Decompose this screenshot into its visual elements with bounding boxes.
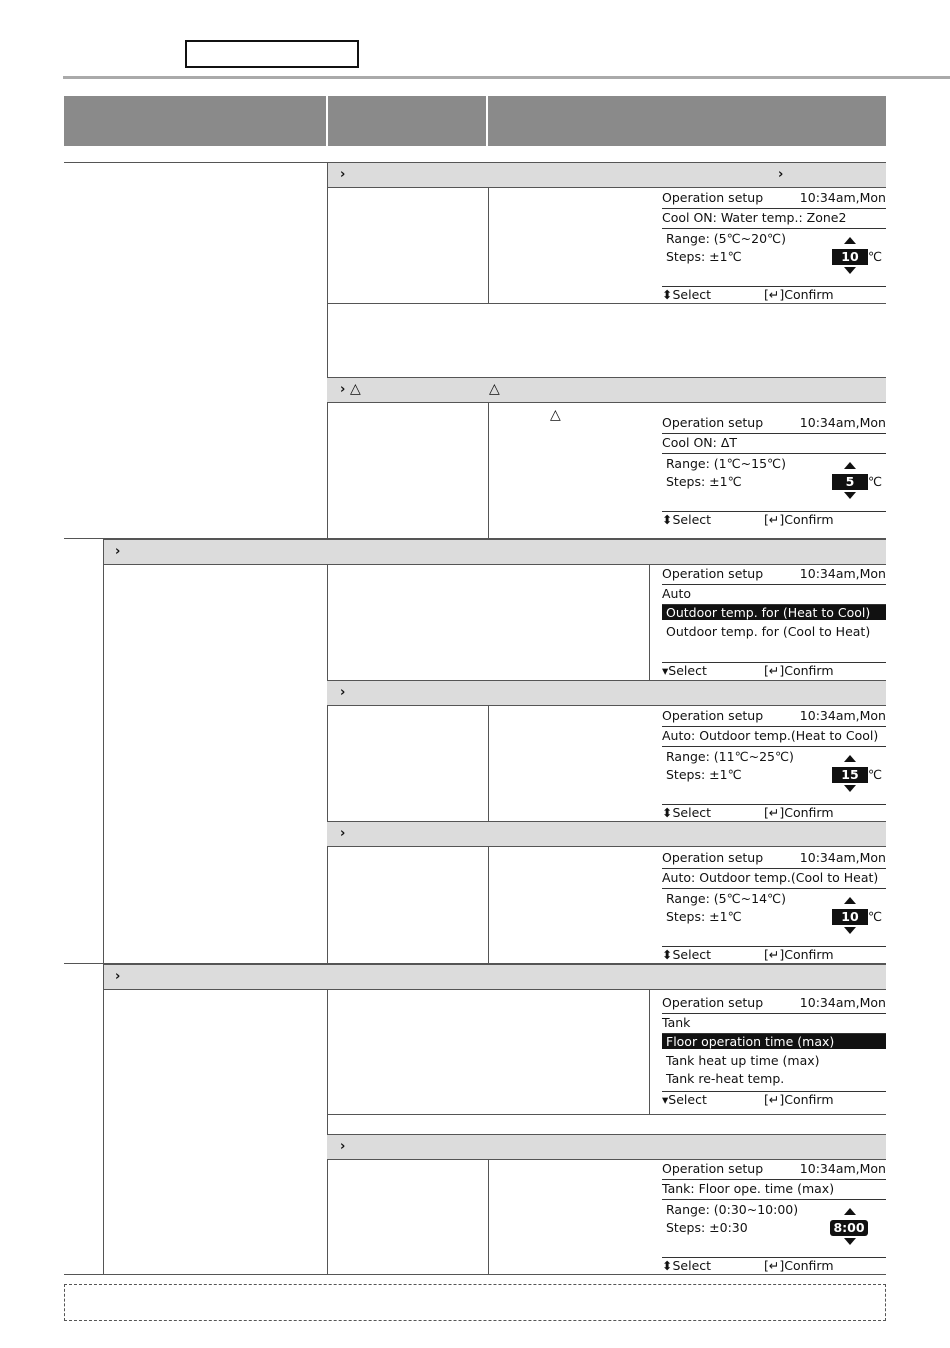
lcd-subtitle: Tank: Floor ope. time (max)	[662, 1181, 886, 1200]
up-down-arrows-icon: ⬍	[662, 1258, 673, 1273]
table-header-col-3	[488, 96, 886, 146]
lcd-auto-menu	[660, 566, 886, 678]
lcd-confirm-hint: [↵]Confirm	[764, 287, 834, 302]
lcd-title: Operation setup	[662, 995, 764, 1010]
chevron-right-icon: ›	[778, 167, 784, 182]
column-divider	[649, 990, 650, 1114]
lcd-range: Range: (5℃~14℃)	[666, 891, 786, 906]
decrease-arrow-icon	[844, 785, 856, 792]
lcd-value: 8:00	[830, 1220, 868, 1236]
lcd-menu-title: Tank	[662, 1015, 886, 1034]
lcd-subtitle: Cool ON: Water temp.: Zone2	[662, 210, 886, 229]
enter-key-icon: [↵]	[764, 1092, 785, 1107]
triangle-icon: △	[550, 407, 561, 423]
table-header-col-2	[328, 96, 486, 146]
column-divider	[649, 565, 650, 680]
increase-arrow-icon	[844, 755, 856, 762]
column-divider	[327, 162, 328, 1274]
enter-key-icon: [↵]	[764, 947, 785, 962]
increase-arrow-icon	[844, 1208, 856, 1215]
lcd-menu-item-selected: Floor operation time (max)	[662, 1034, 886, 1049]
lcd-steps: Steps: ±1℃	[666, 249, 742, 264]
lcd-title: Operation setup	[662, 708, 764, 723]
chevron-right-icon: ›	[340, 167, 346, 182]
lcd-time: 10:34am,Mon	[799, 995, 886, 1010]
lcd-value: 10	[832, 909, 868, 925]
lcd-menu-item-selected: Outdoor temp. for (Heat to Cool)	[662, 605, 886, 620]
lcd-menu-title: Auto	[662, 586, 886, 605]
lcd-auto-heat-to-cool	[660, 708, 886, 820]
increase-arrow-icon	[844, 462, 856, 469]
column-divider	[488, 847, 489, 963]
lcd-steps: Steps: ±1℃	[666, 474, 742, 489]
chevron-right-icon: ›	[340, 685, 346, 700]
chevron-right-icon: ›	[340, 1139, 346, 1154]
enter-key-icon: [↵]	[764, 805, 785, 820]
lcd-auto-cool-to-heat	[660, 850, 886, 962]
down-arrow-icon: ▾	[662, 1092, 669, 1107]
table-bottom-border	[64, 1274, 886, 1275]
chevron-right-icon: ›	[115, 969, 121, 984]
lcd-time: 10:34am,Mon	[799, 190, 886, 205]
header-label-box	[185, 40, 359, 68]
triangle-icon: △	[489, 381, 500, 397]
lcd-cool-on-delta-t	[660, 415, 886, 527]
lcd-steps: Steps: ±1℃	[666, 767, 742, 782]
column-divider	[488, 1160, 489, 1274]
chevron-right-icon: ›	[115, 544, 121, 559]
lcd-title: Operation setup	[662, 190, 764, 205]
menu-path-band	[327, 821, 886, 847]
lcd-title: Operation setup	[662, 415, 764, 430]
lcd-unit: ℃	[867, 474, 882, 489]
lcd-time: 10:34am,Mon	[799, 708, 886, 723]
lcd-unit: ℃	[867, 909, 882, 924]
lcd-value: 5	[832, 474, 868, 490]
lcd-confirm-hint: [↵]Confirm	[764, 663, 834, 678]
lcd-confirm-hint: [↵]Confirm	[764, 947, 834, 962]
note-box	[64, 1284, 886, 1321]
lcd-select-hint: ⬍Select	[662, 287, 712, 302]
increase-arrow-icon	[844, 237, 856, 244]
lcd-confirm-hint: [↵]Confirm	[764, 805, 834, 820]
up-down-arrows-icon: ⬍	[662, 947, 673, 962]
column-divider	[103, 964, 104, 1274]
column-divider	[488, 706, 489, 821]
decrease-arrow-icon	[844, 267, 856, 274]
header-rule	[63, 76, 950, 79]
lcd-menu-item: Tank heat up time (max)	[666, 1053, 820, 1068]
decrease-arrow-icon	[844, 1238, 856, 1245]
lcd-cool-on-water-temp	[660, 190, 886, 302]
lcd-confirm-hint: [↵]Confirm	[764, 512, 834, 527]
menu-path-band	[327, 162, 886, 188]
chevron-right-icon: ›	[340, 382, 346, 397]
lcd-unit: ℃	[867, 249, 882, 264]
enter-key-icon: [↵]	[764, 663, 785, 678]
lcd-tank-menu	[660, 995, 886, 1111]
column-divider	[488, 403, 489, 538]
column-divider	[103, 539, 104, 963]
lcd-subtitle: Auto: Outdoor temp.(Heat to Cool)	[662, 728, 886, 747]
lcd-range: Range: (0:30~10:00)	[666, 1202, 799, 1217]
decrease-arrow-icon	[844, 927, 856, 934]
lcd-title: Operation setup	[662, 566, 764, 581]
menu-path-band	[103, 539, 886, 565]
lcd-value: 10	[832, 249, 868, 265]
lcd-range: Range: (5℃~20℃)	[666, 231, 786, 246]
lcd-unit: ℃	[867, 767, 882, 782]
lcd-select-hint: ⬍Select	[662, 947, 712, 962]
lcd-menu-item: Outdoor temp. for (Cool to Heat)	[666, 624, 871, 639]
up-down-arrows-icon: ⬍	[662, 512, 673, 527]
chevron-right-icon: ›	[340, 826, 346, 841]
lcd-select-hint: ⬍Select	[662, 512, 712, 527]
lcd-range: Range: (11℃~25℃)	[666, 749, 794, 764]
lcd-select-hint: ▾Select	[662, 1092, 707, 1107]
lcd-time: 10:34am,Mon	[799, 415, 886, 430]
up-down-arrows-icon: ⬍	[662, 287, 673, 302]
enter-key-icon: [↵]	[764, 287, 785, 302]
lcd-steps: Steps: ±1℃	[666, 909, 742, 924]
lcd-time: 10:34am,Mon	[799, 1161, 886, 1176]
lcd-steps: Steps: ±0:30	[666, 1220, 748, 1235]
lcd-subtitle: Auto: Outdoor temp.(Cool to Heat)	[662, 870, 886, 889]
lcd-value: 15	[832, 767, 868, 783]
lcd-time: 10:34am,Mon	[799, 850, 886, 865]
decrease-arrow-icon	[844, 492, 856, 499]
lcd-time: 10:34am,Mon	[799, 566, 886, 581]
column-divider	[488, 188, 489, 303]
lcd-select-hint: ⬍Select	[662, 1258, 712, 1273]
up-down-arrows-icon: ⬍	[662, 805, 673, 820]
menu-path-band	[327, 680, 886, 706]
down-arrow-icon: ▾	[662, 663, 669, 678]
lcd-select-hint: ▾Select	[662, 663, 707, 678]
increase-arrow-icon	[844, 897, 856, 904]
lcd-title: Operation setup	[662, 850, 764, 865]
lcd-select-hint: ⬍Select	[662, 805, 712, 820]
table-header-col-1	[64, 96, 326, 146]
menu-path-band	[103, 964, 886, 990]
lcd-tank-floor-time	[660, 1161, 886, 1273]
lcd-menu-item: Tank re-heat temp.	[666, 1071, 785, 1086]
lcd-title: Operation setup	[662, 1161, 764, 1176]
enter-key-icon: [↵]	[764, 512, 785, 527]
menu-path-band	[327, 1134, 886, 1160]
menu-path-band	[327, 377, 886, 403]
row-divider	[327, 303, 886, 304]
lcd-confirm-hint: [↵]Confirm	[764, 1092, 834, 1107]
lcd-subtitle: Cool ON: ΔT	[662, 435, 886, 454]
lcd-confirm-hint: [↵]Confirm	[764, 1258, 834, 1273]
row-divider	[327, 1114, 886, 1115]
lcd-range: Range: (1℃~15℃)	[666, 456, 786, 471]
triangle-icon: △	[350, 381, 361, 397]
enter-key-icon: [↵]	[764, 1258, 785, 1273]
